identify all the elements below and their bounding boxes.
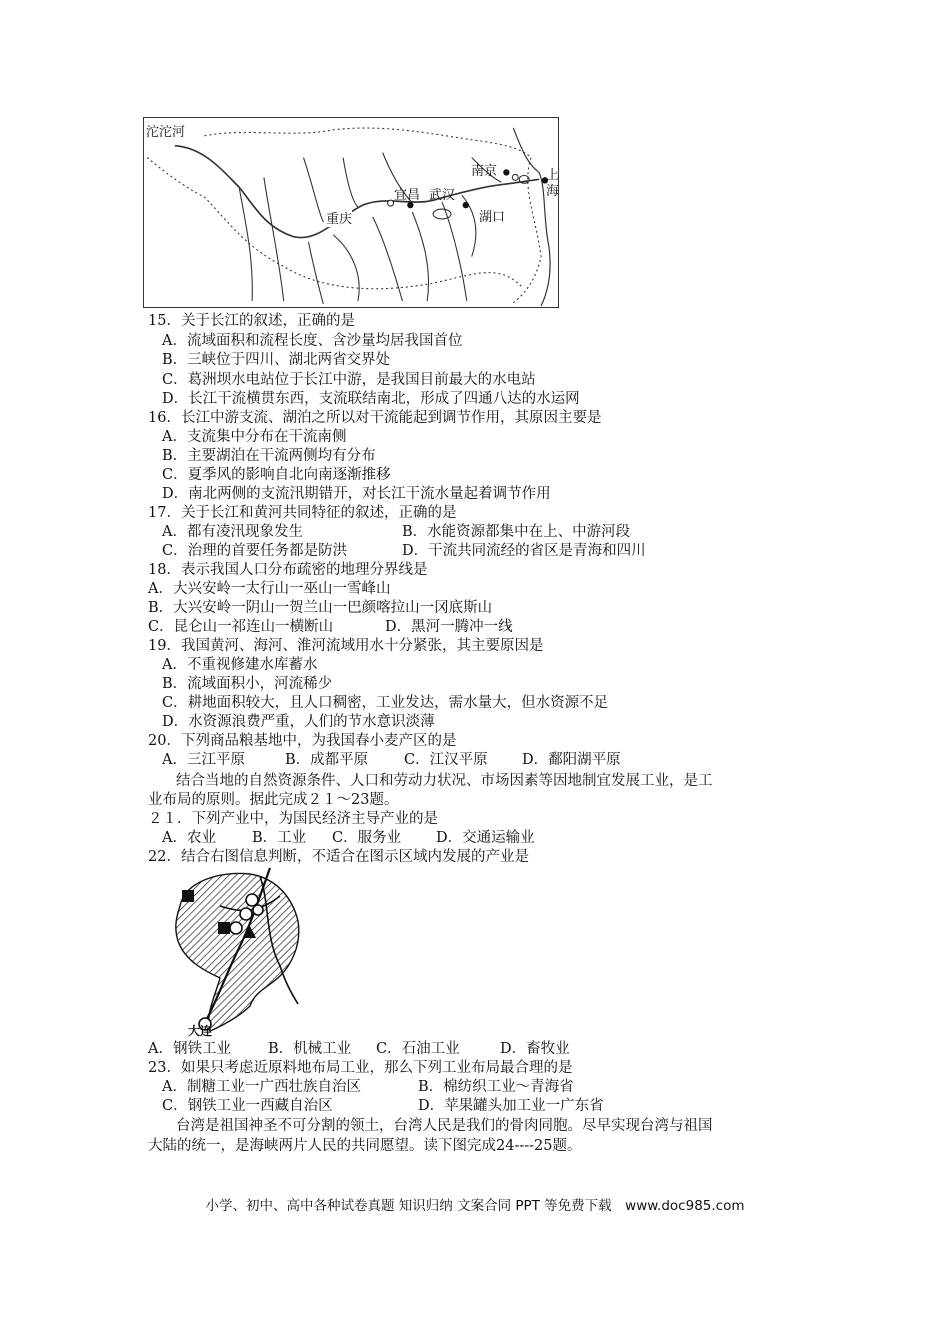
q21-stem: ２１．下列产业中，为国民经济主导产业的是 (148, 811, 438, 827)
q19-option-a: A．不重视修建水库蓄水 (162, 657, 318, 673)
q19-option-b: B．流域面积小，河流稀少 (162, 676, 333, 692)
label-hukou: 湖口 (479, 210, 506, 225)
q22-stem: 22．结合右图信息判断，不适合在图示区域内发展的产业是 (148, 849, 529, 865)
q23-option-b: B．棉纺织工业～青海省 (418, 1079, 574, 1095)
label-shanghai-2: 海 (546, 184, 560, 199)
q19-option-d: D．水资源浪费严重，人们的节水意识淡薄 (162, 714, 435, 730)
q22-option-a: A．钢铁工业 (148, 1041, 231, 1057)
q21-option-d: D．交通运输业 (436, 830, 535, 846)
label-chongqing: 重庆 (326, 208, 352, 227)
q22-option-b: B．机械工业 (268, 1041, 352, 1057)
q21-option-c: C．服务业 (332, 830, 402, 846)
q22-option-d: D．畜牧业 (500, 1041, 570, 1057)
q22-option-c: C．石油工业 (376, 1041, 460, 1057)
q23-option-d: D．苹果罐头加工业一广东省 (418, 1098, 604, 1114)
q23-option-c: C．钢铁工业一西藏自治区 (162, 1098, 333, 1114)
label-wuhan: 武汉 (429, 188, 456, 203)
label-tuotuo-river: 沱沱河 (146, 121, 185, 140)
q15-option-a: A．流域面积和流程长度、含沙量均居我国首位 (162, 333, 463, 349)
q23-stem: 23．如果只考虑近原料地布局工业，那么下列工业布局最合理的是 (148, 1060, 573, 1076)
q23-option-a: A．制糖工业一广西壮族自治区 (162, 1079, 361, 1095)
q15-option-b: B．三峡位于四川、湖北两省交界处 (162, 352, 391, 368)
q20-stem: 20．下列商品粮基地中，为我国春小麦产区的是 (148, 733, 457, 749)
label-dalian: 大连 (188, 1024, 213, 1038)
q16-option-a: A．支流集中分布在干流南侧 (162, 429, 347, 445)
q21-option-a: A．农业 (162, 830, 216, 846)
q20-option-d: D．鄱阳湖平原 (522, 752, 621, 768)
q18-option-b: B．大兴安岭一阴山一贺兰山一巴颜喀拉山一冈底斯山 (148, 600, 493, 616)
intro21-line1: 结合当地的自然资源条件、人口和劳动力状况、市场因素等因地制宜发展工业，是工 (176, 773, 713, 789)
q19-option-c: C．耕地面积较大，且人口稠密，工业发达，需水量大，但水资源不足 (162, 695, 609, 711)
q18-stem: 18．表示我国人口分布疏密的地理分界线是 (148, 562, 428, 578)
q18-option-c: C．昆仑山一祁连山一横断山 (148, 619, 334, 635)
intro24-line1: 台湾是祖国神圣不可分割的领土，台湾人民是我们的骨肉同胞。尽早实现台湾与祖国 (176, 1118, 713, 1134)
q15-stem: 15．关于长江的叙述，正确的是 (148, 313, 355, 329)
q18-option-a: A．大兴安岭一太行山一巫山一雪峰山 (148, 581, 391, 597)
q16-option-d: D．南北两侧的支流汛期错开，对长江干流水量起着调节作用 (162, 486, 551, 502)
q16-stem: 16．长江中游支流、湖泊之所以对干流能起到调节作用，其原因主要是 (148, 410, 602, 426)
q17-stem: 17．关于长江和黄河共同特征的叙述，正确的是 (148, 505, 457, 521)
q17-option-c: C．治理的首要任务都是防洪 (162, 543, 348, 559)
label-nanjing: 南京 (471, 164, 498, 179)
q19-stem: 19．我国黄河、海河、淮河流域用水十分紧张，其主要原因是 (148, 638, 544, 654)
label-shanghai-1: 上 (546, 168, 560, 183)
intro21-line2: 业布局的原则。据此完成２１～23题。 (148, 792, 399, 808)
q17-option-a: A．都有凌汛现象发生 (162, 524, 303, 540)
intro24-line2: 大陆的统一，是海峡两片人民的共同愿望。读下图完成24----25题。 (148, 1138, 582, 1154)
region-map-graphic (160, 866, 312, 1038)
q17-option-b: B．水能资源都集中在上、中游河段 (402, 524, 631, 540)
liaoning-region-map (160, 866, 312, 1038)
q17-option-d: D．干流共同流经的省区是青海和四川 (402, 543, 646, 559)
q18-option-d: D．黑河一腾冲一线 (385, 619, 513, 635)
q20-option-b: B．成都平原 (285, 752, 369, 768)
q20-option-a: A．三江平原 (162, 752, 245, 768)
yangtze-river-map (143, 117, 559, 308)
q21-option-b: B．工业 (252, 830, 307, 846)
q15-option-d: D．长江干流横贯东西，支流联结南北，形成了四通八达的水运网 (162, 391, 580, 407)
q16-option-c: C．夏季风的影响自北向南逐渐推移 (162, 467, 391, 483)
page-footer: 小学、初中、高中各种试卷真题 知识归纳 文案合同 PPT 等免费下载 www.doc985.com (205, 1198, 745, 1214)
q20-option-c: C．江汉平原 (404, 752, 488, 768)
q15-option-c: C．葛洲坝水电站位于长江中游，是我国目前最大的水电站 (162, 372, 536, 388)
q16-option-b: B．主要湖泊在干流两侧均有分布 (162, 448, 376, 464)
label-yichang: 宜昌 (394, 188, 421, 203)
